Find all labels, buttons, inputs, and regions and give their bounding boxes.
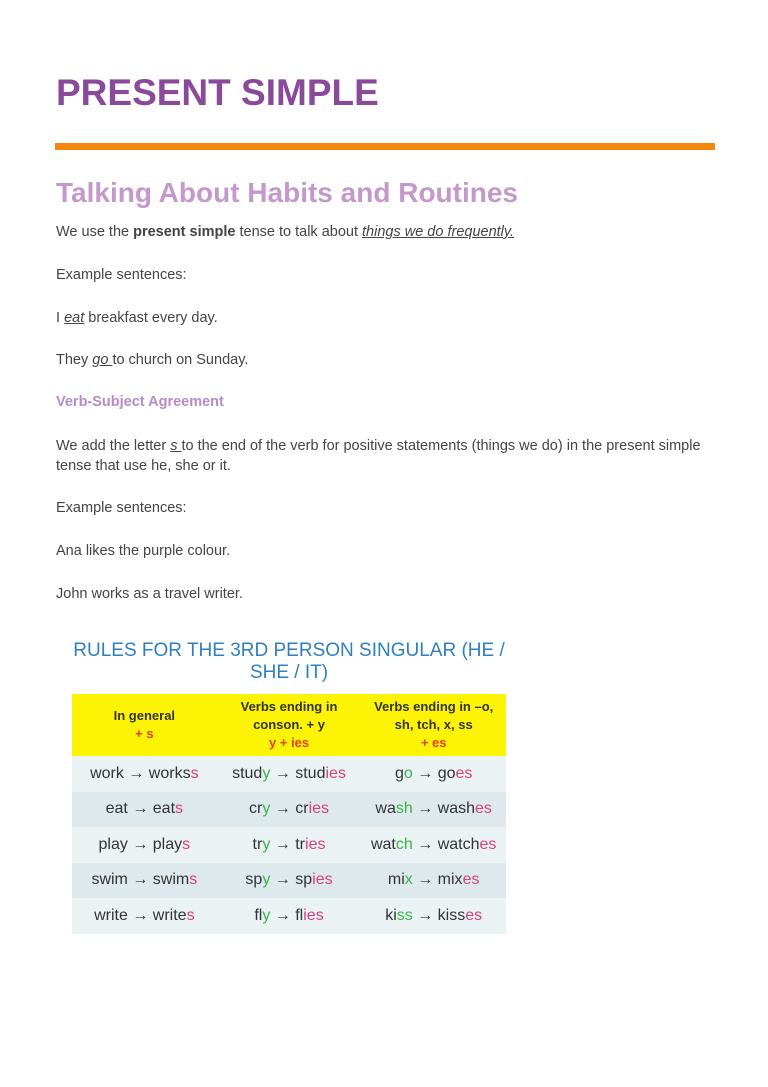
stem: ki xyxy=(385,906,397,924)
table-cell xyxy=(361,907,506,925)
table-row xyxy=(72,792,506,828)
stem: swim xyxy=(152,871,190,889)
table-cell xyxy=(217,765,362,783)
example-label: Example sentences: xyxy=(56,267,187,283)
stem: tr xyxy=(252,835,263,853)
stem: stud xyxy=(295,764,326,782)
ending: y xyxy=(262,835,271,853)
arrow-icon: → xyxy=(128,764,145,782)
example-sentence: John works as a travel writer. xyxy=(56,586,243,602)
stem: wat xyxy=(370,835,396,853)
suffix: s xyxy=(186,906,195,924)
stem: mi xyxy=(387,871,405,889)
ending: y xyxy=(262,871,271,889)
stem: watch xyxy=(437,835,480,853)
text: to church on Sunday. xyxy=(112,352,249,368)
header-line: conson. + y xyxy=(253,717,325,732)
stem: tr xyxy=(295,835,306,853)
stem: fl xyxy=(254,906,263,924)
text: tense to talk about xyxy=(235,224,363,240)
stem: play xyxy=(152,835,183,853)
column-header xyxy=(361,698,506,752)
ending: ss xyxy=(396,906,413,924)
suffix: s xyxy=(190,764,199,782)
stem: works xyxy=(148,764,191,782)
example-label: Example sentences: xyxy=(56,500,187,516)
stem: g xyxy=(394,764,404,782)
stem: cr xyxy=(295,800,309,818)
table-row xyxy=(72,898,506,934)
ending: y xyxy=(262,764,271,782)
table-row xyxy=(72,863,506,899)
header-rule: y + ies xyxy=(268,735,310,750)
arrow-icon: → xyxy=(274,835,291,853)
text: I xyxy=(56,310,65,326)
suffix: s xyxy=(182,835,191,853)
ending: o xyxy=(403,764,413,782)
suffix: es xyxy=(475,800,492,818)
agreement-paragraph xyxy=(56,436,716,476)
arrow-icon: → xyxy=(132,906,149,924)
arrow-icon: → xyxy=(132,871,149,889)
stem: cr xyxy=(249,800,263,818)
stem: fl xyxy=(295,906,304,924)
arrow-icon: → xyxy=(274,906,291,924)
table-cell xyxy=(72,836,217,854)
column-header xyxy=(217,698,362,752)
bold-term: present simple xyxy=(133,224,236,240)
arrow-icon: → xyxy=(417,800,434,818)
suffix: es xyxy=(465,906,483,924)
page-title: PRESENT SIMPLE xyxy=(56,72,379,113)
header-line: Verbs ending in xyxy=(240,699,338,714)
arrow-icon: → xyxy=(274,800,291,818)
table-cell xyxy=(361,800,506,818)
text: We add the letter xyxy=(56,438,171,454)
arrow-icon: → xyxy=(132,800,149,818)
arrow-icon: → xyxy=(417,764,434,782)
arrow-icon: → xyxy=(417,871,434,889)
suffix: ies xyxy=(325,764,346,782)
stem: play xyxy=(98,835,128,853)
example-sentence xyxy=(56,308,716,328)
rules-table xyxy=(72,640,506,934)
ending: y xyxy=(262,800,271,818)
table-cell xyxy=(217,800,362,818)
example-sentence: Ana likes the purple colour. xyxy=(56,543,231,559)
text: They xyxy=(56,352,93,368)
table-cell xyxy=(361,871,506,889)
text: to the end of the verb for positive statements (things we do) in the present simple tense that use he, she or it. xyxy=(56,438,701,474)
table-cell xyxy=(217,836,362,854)
stem: swim xyxy=(91,871,128,889)
example-sentence xyxy=(56,350,716,370)
verb: eat xyxy=(64,310,85,326)
emphasis: things we do frequently. xyxy=(362,224,515,240)
arrow-icon: → xyxy=(417,835,434,853)
table-cell xyxy=(72,800,217,818)
ending: ch xyxy=(395,835,413,853)
stem: kiss xyxy=(437,906,466,924)
table-row xyxy=(72,756,506,792)
table-cell xyxy=(217,907,362,925)
suffix: ies xyxy=(312,871,333,889)
header-rule: + s xyxy=(135,726,154,741)
column-header xyxy=(72,707,217,743)
suffix: ies xyxy=(303,906,324,924)
arrow-icon: → xyxy=(132,835,149,853)
header-line: In general xyxy=(113,708,176,723)
table-title: RULES FOR THE 3RD PERSON SINGULAR (HE / SHE / IT) xyxy=(73,640,505,683)
stem: write xyxy=(152,906,187,924)
suffix: es xyxy=(455,764,473,782)
header-rule: + es xyxy=(420,735,447,750)
stem: work xyxy=(90,764,124,782)
table-row xyxy=(72,827,506,863)
stem: sp xyxy=(245,871,263,889)
header-line: sh, tch, x, ss xyxy=(394,717,473,732)
ending: x xyxy=(404,871,413,889)
table-cell xyxy=(217,871,362,889)
stem: wash xyxy=(437,800,476,818)
table-header xyxy=(72,694,506,756)
letter-s: s xyxy=(170,438,182,454)
stem: eat xyxy=(105,800,128,818)
suffix: ies xyxy=(305,835,326,853)
intro-paragraph xyxy=(56,222,716,242)
text: We use the xyxy=(56,224,134,240)
suffix: es xyxy=(462,871,480,889)
stem: go xyxy=(437,764,456,782)
table-cell xyxy=(72,907,217,925)
suffix: s xyxy=(189,871,198,889)
ending: y xyxy=(262,906,271,924)
stem: write xyxy=(94,906,128,924)
arrow-icon: → xyxy=(274,871,291,889)
verb: go xyxy=(92,352,113,368)
text: breakfast every day. xyxy=(84,310,218,326)
stem: wa xyxy=(375,800,396,818)
table-body xyxy=(72,756,506,934)
subtitle: Talking About Habits and Routines xyxy=(56,177,518,208)
table-cell xyxy=(72,871,217,889)
stem: sp xyxy=(295,871,313,889)
stem: eat xyxy=(152,800,176,818)
ending: sh xyxy=(395,800,413,818)
arrow-icon: → xyxy=(274,764,291,782)
table-cell xyxy=(361,836,506,854)
stem: mix xyxy=(437,871,463,889)
suffix: es xyxy=(479,835,497,853)
suffix: ies xyxy=(308,800,330,818)
orange-divider xyxy=(55,143,715,150)
table-cell xyxy=(361,765,506,783)
section-heading: Verb-Subject Agreement xyxy=(56,394,224,410)
suffix: s xyxy=(175,800,184,818)
stem: stud xyxy=(232,764,263,782)
arrow-icon: → xyxy=(417,906,434,924)
header-line: Verbs ending in –o, xyxy=(374,699,494,714)
table-cell xyxy=(72,765,217,783)
